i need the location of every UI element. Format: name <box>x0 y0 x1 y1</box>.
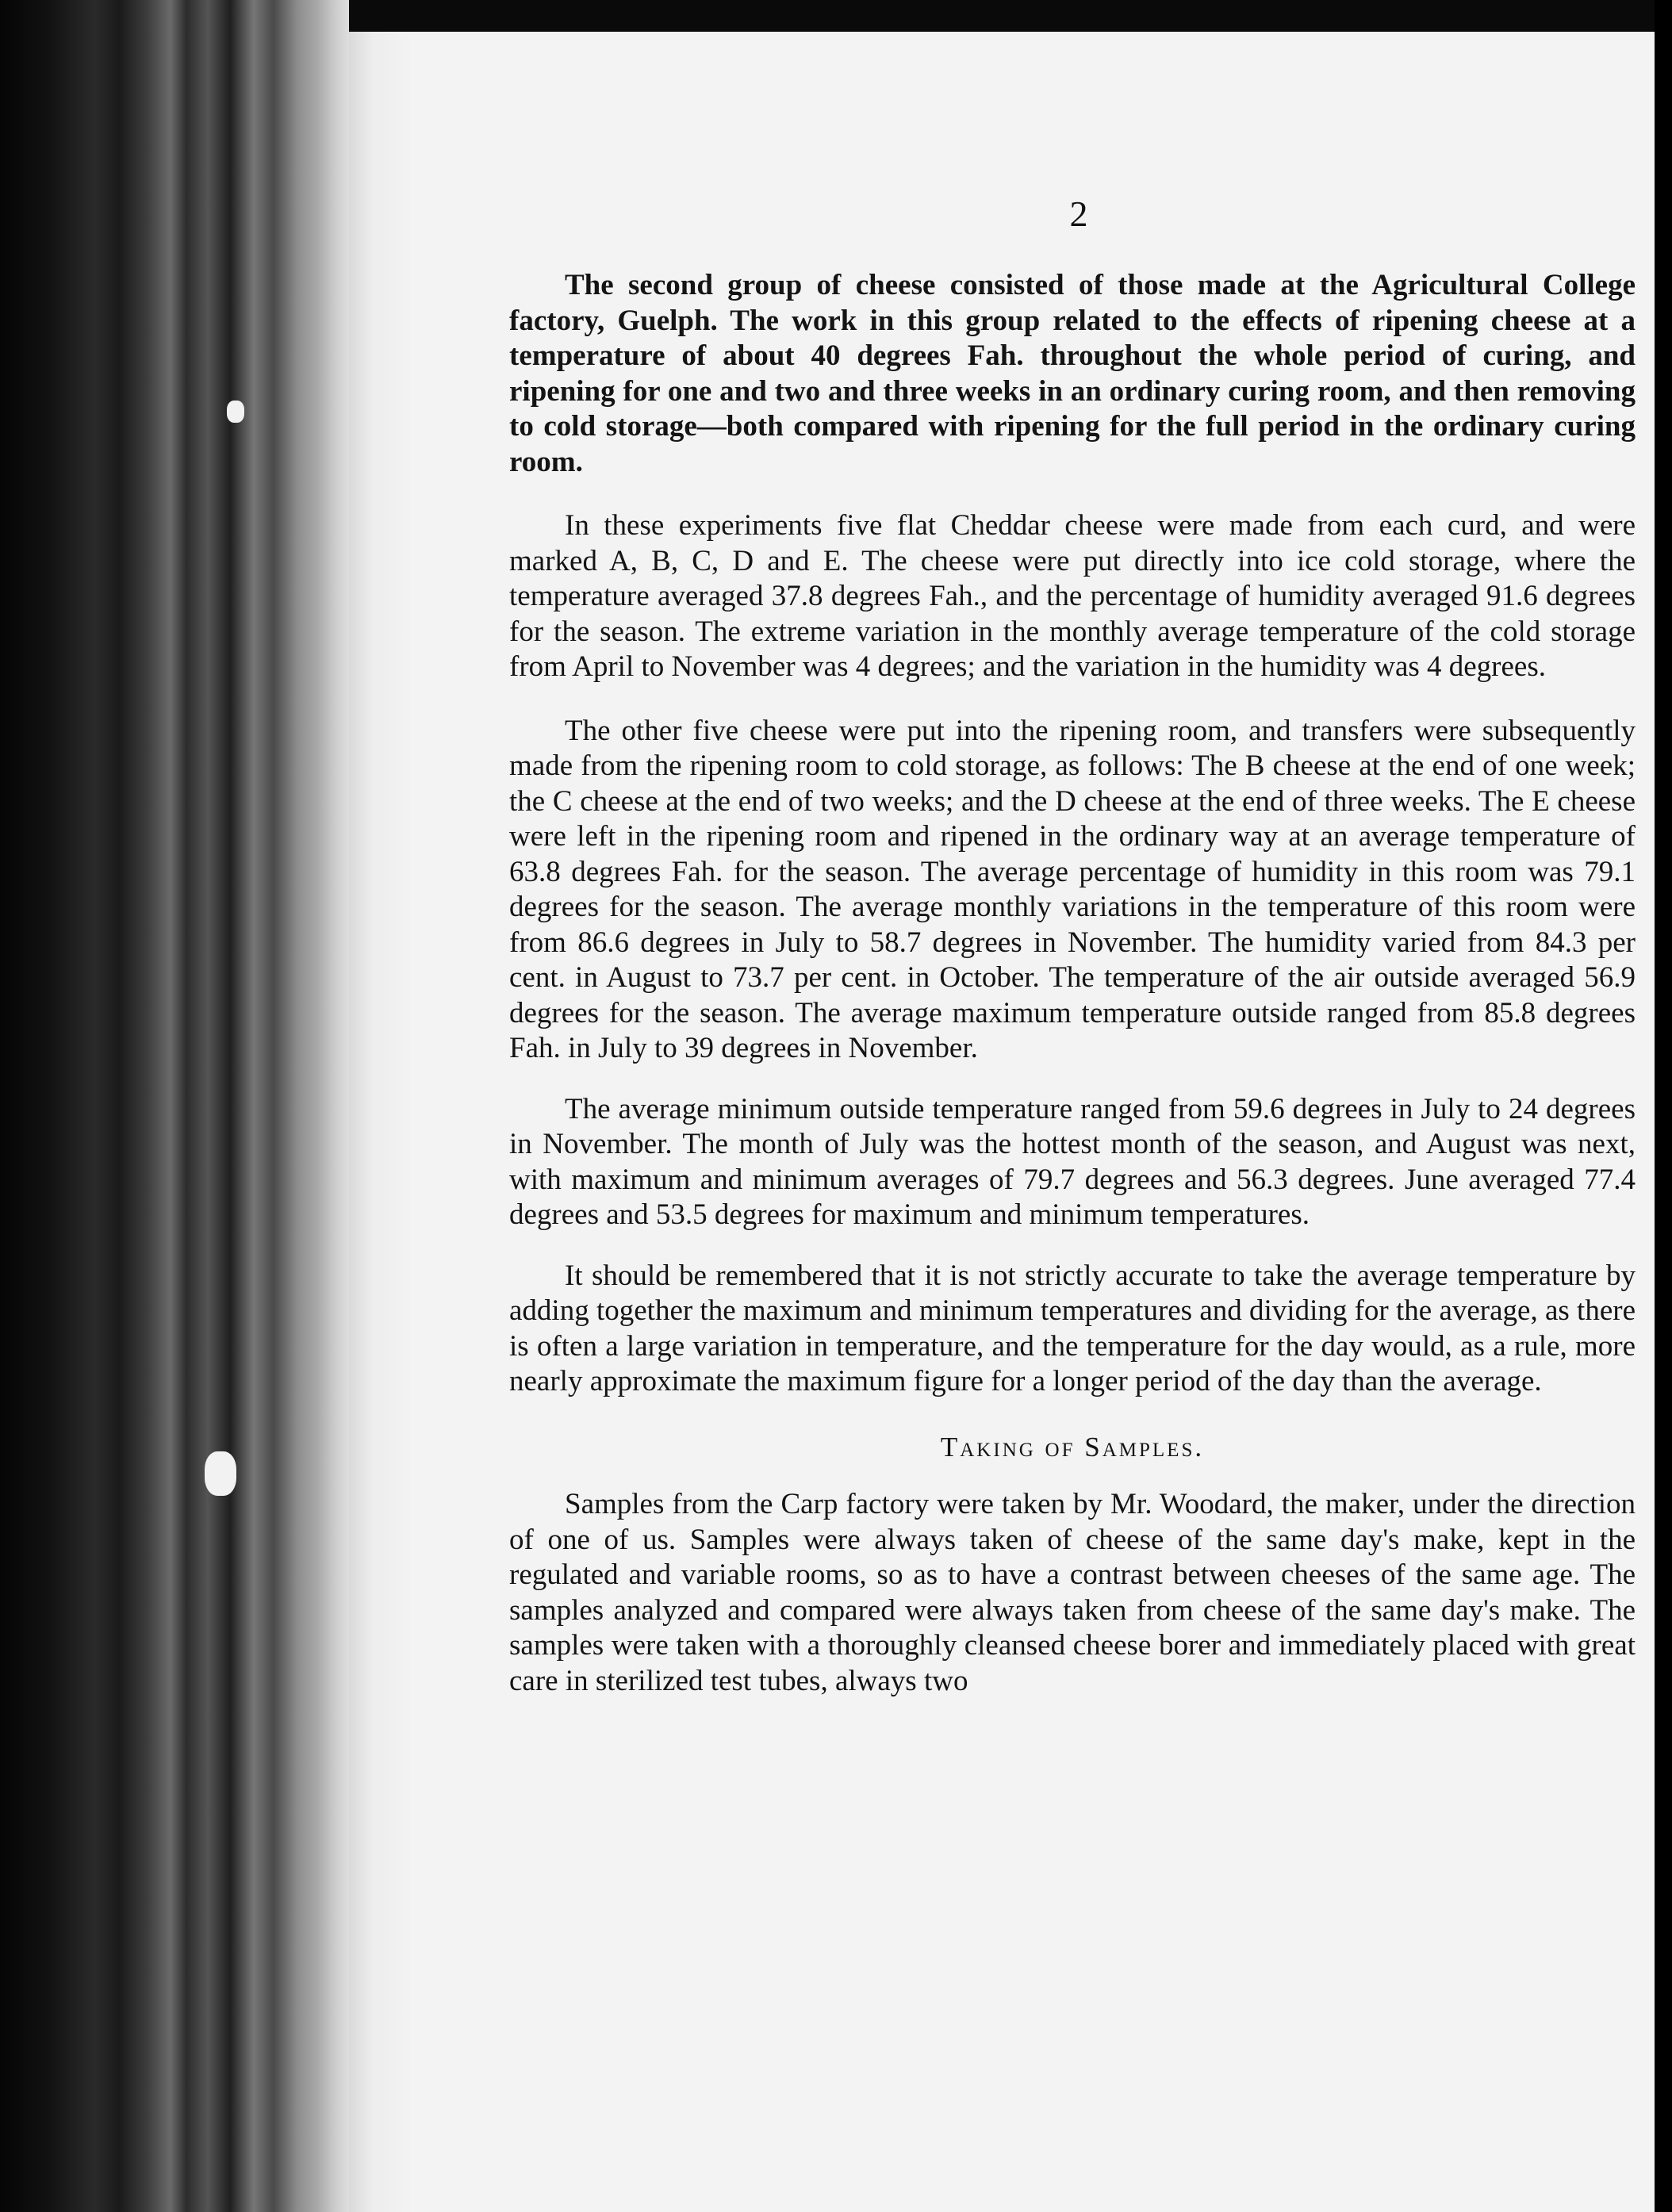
section-heading: Taking of Samples. <box>940 1431 1205 1463</box>
body-text <box>509 268 1636 1699</box>
spine-speck <box>227 401 244 423</box>
paragraph: The average minimum outside temperature ranged from 59.6 degrees in July to 24 degrees in November. The month of July was the hottest month of the season, and August was next, with maximum and minimum averages of 79.7 degrees and 56.3 degrees. June averaged 77.4 degrees and 53.5 degrees for maximum and minimum temperatures. <box>509 1092 1636 1231</box>
paragraph: In these experiments five flat Cheddar cheese were made from each curd, and were marked A, B, C, D and E. The cheese were put directly into ice cold storage, where the temperature averaged 37.8 degrees Fah., and the percentage of humidity averaged 91.6 degrees for the season. The extreme variation in the monthly average temperature of the cold storage from April to November was 4 degrees; and the variation in the humidity was 4 degrees. <box>509 509 1636 683</box>
paragraph: The other five cheese were put into the ripening room, and transfers were subsequently made from the ripening room to cold storage, as follows: The B cheese at the end of one week; the C cheese at the end of two weeks; and the D cheese at the end of three weeks. The E cheese were left in the ripening room and ripened in the ordinary way at an average temperature of 63.8 degrees Fah. for the season. The average percentage of humidity in this room was 79.1 degrees for the season. The average monthly variations in the temperature of this room were from 86.6 degrees in July to 58.7 degrees in November. The humidity varied from 84.3 per cent. in August to 73.7 per cent. in October. The temperature of the air outside averaged 56.9 degrees for the season. The average maximum temperature outside ranged from 85.8 degrees Fah. in July to 39 degrees in November. <box>509 714 1636 1064</box>
paragraph: Samples from the Carp factory were taken by Mr. Woodard, the maker, under the direction of one of us. Samples were always taken of cheese of the same day's make, kept in the regulated and variable rooms, so as to have a contrast between cheeses of the same age. The samples analyzed and compared were always taken from cheese of the same day's make. The samples were taken with a thoroughly cleansed cheese borer and immediately placed with great care in sterilized test tubes, always two <box>509 1488 1636 1697</box>
spine-speck <box>205 1451 236 1496</box>
right-border <box>1655 0 1672 2212</box>
book-spine <box>0 0 349 2212</box>
paragraph: The second group of cheese consisted of those made at the Agricultural College factory, Guelph. The work in this group related to the effects of ripening cheese at a temperature of about 40 degrees Fah. throughout the whole period of curing, and ripening for one and two and three weeks in an ordinary curing room, and then removing to cold storage—both compared with ripening for the full period in the ordinary curing room. <box>509 269 1636 478</box>
page-number: 2 <box>1069 194 1088 234</box>
paragraph: It should be remembered that it is not strictly accurate to take the average temperature by adding together the maximum and minimum temperatures and dividing for the average, as there is often a large variation in temperature, and the temperature for the day would, as a rule, more nearly approximate the maximum figure for a longer period of the day than the average. <box>509 1259 1636 1397</box>
